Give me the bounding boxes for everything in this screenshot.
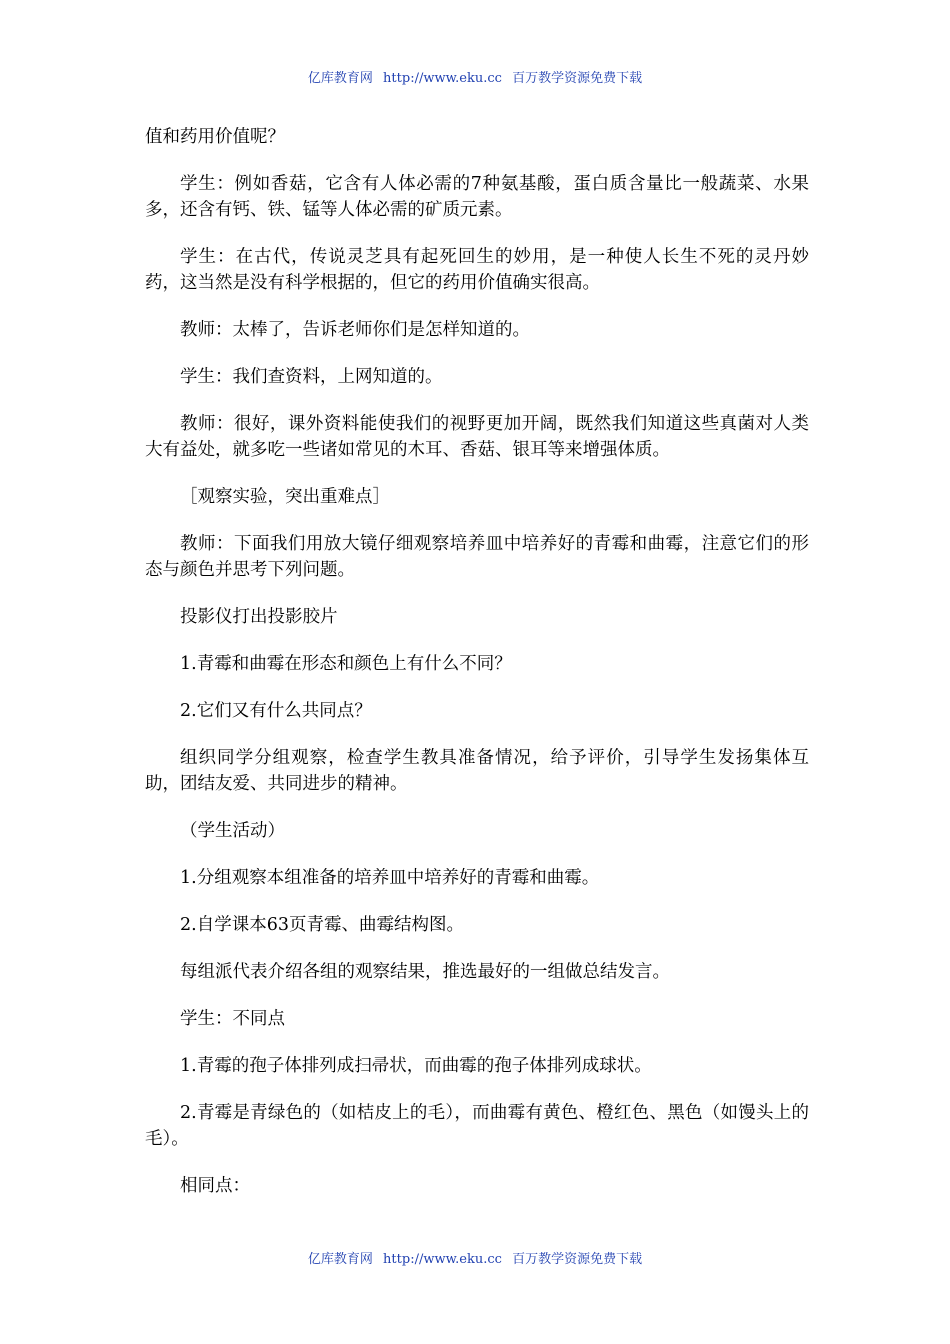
paragraph: 每组派代表介绍各组的观察结果，推选最好的一组做总结发言。 (180, 962, 670, 982)
paragraph: 投影仪打出投影胶片 (180, 607, 338, 627)
footer-site-url[interactable]: http://www.eku.cc (383, 1252, 502, 1267)
footer-site-name: 亿库教育网 (307, 1252, 373, 1267)
footer-slogan: 百万教学资源免费下载 (512, 1252, 643, 1267)
page-footer (0, 1248, 950, 1267)
list-item: 2.青霉是青绿色的（如桔皮上的毛），而曲霉有黄色、橙红色、黑色（如馒头上的毛）。 (145, 1103, 809, 1149)
paragraph: （学生活动） (180, 821, 285, 841)
paragraph: 组织同学分组观察，检查学生教具准备情况，给予评价，引导学生发扬集体互助，团结友爱、共同进步的精神。 (145, 748, 809, 794)
question-item: 2.它们又有什么共同点？ (180, 701, 372, 721)
paragraph: 学生：例如香菇，它含有人体必需的7种氨基酸，蛋白质含量比一般蔬菜、水果多，还含有钙、铁、锰等人体必需的矿质元素。 (145, 174, 809, 220)
paragraph: 学生：我们查资料，上网知道的。 (180, 367, 443, 387)
list-item: 1.青霉的孢子体排列成扫帚状，而曲霉的孢子体排列成球状。 (180, 1056, 652, 1076)
page-header (0, 67, 950, 86)
paragraph: 相同点： (180, 1176, 250, 1196)
section-heading: ［观察实验，突出重难点］ (180, 487, 390, 507)
list-item: 1.分组观察本组准备的培养皿中培养好的青霉和曲霉。 (180, 868, 600, 888)
question-item: 1.青霉和曲霉在形态和颜色上有什么不同？ (180, 654, 512, 674)
paragraph: 教师：太棒了，告诉老师你们是怎样知道的。 (180, 320, 530, 340)
list-item: 2.自学课本63页青霉、曲霉结构图。 (180, 915, 464, 935)
header-slogan: 百万教学资源免费下载 (512, 71, 643, 86)
paragraph: 教师：很好，课外资料能使我们的视野更加开阔，既然我们知道这些真菌对人类大有益处，就多吃一些诸如常见的木耳、香菇、银耳等来增强体质。 (145, 414, 809, 460)
paragraph: 教师：下面我们用放大镜仔细观察培养皿中培养好的青霉和曲霉，注意它们的形态与颜色并思考下列问题。 (145, 534, 809, 580)
paragraph: 学生：不同点 (180, 1009, 285, 1029)
document-body (145, 124, 809, 1220)
paragraph: 学生：在古代，传说灵芝具有起死回生的妙用，是一种使人长生不死的灵丹妙药，这当然是没有科学根据的，但它的药用价值确实很高。 (145, 247, 809, 293)
header-site-name: 亿库教育网 (307, 71, 373, 86)
header-site-url[interactable]: http://www.eku.cc (383, 71, 502, 86)
paragraph: 值和药用价值呢？ (145, 127, 285, 147)
